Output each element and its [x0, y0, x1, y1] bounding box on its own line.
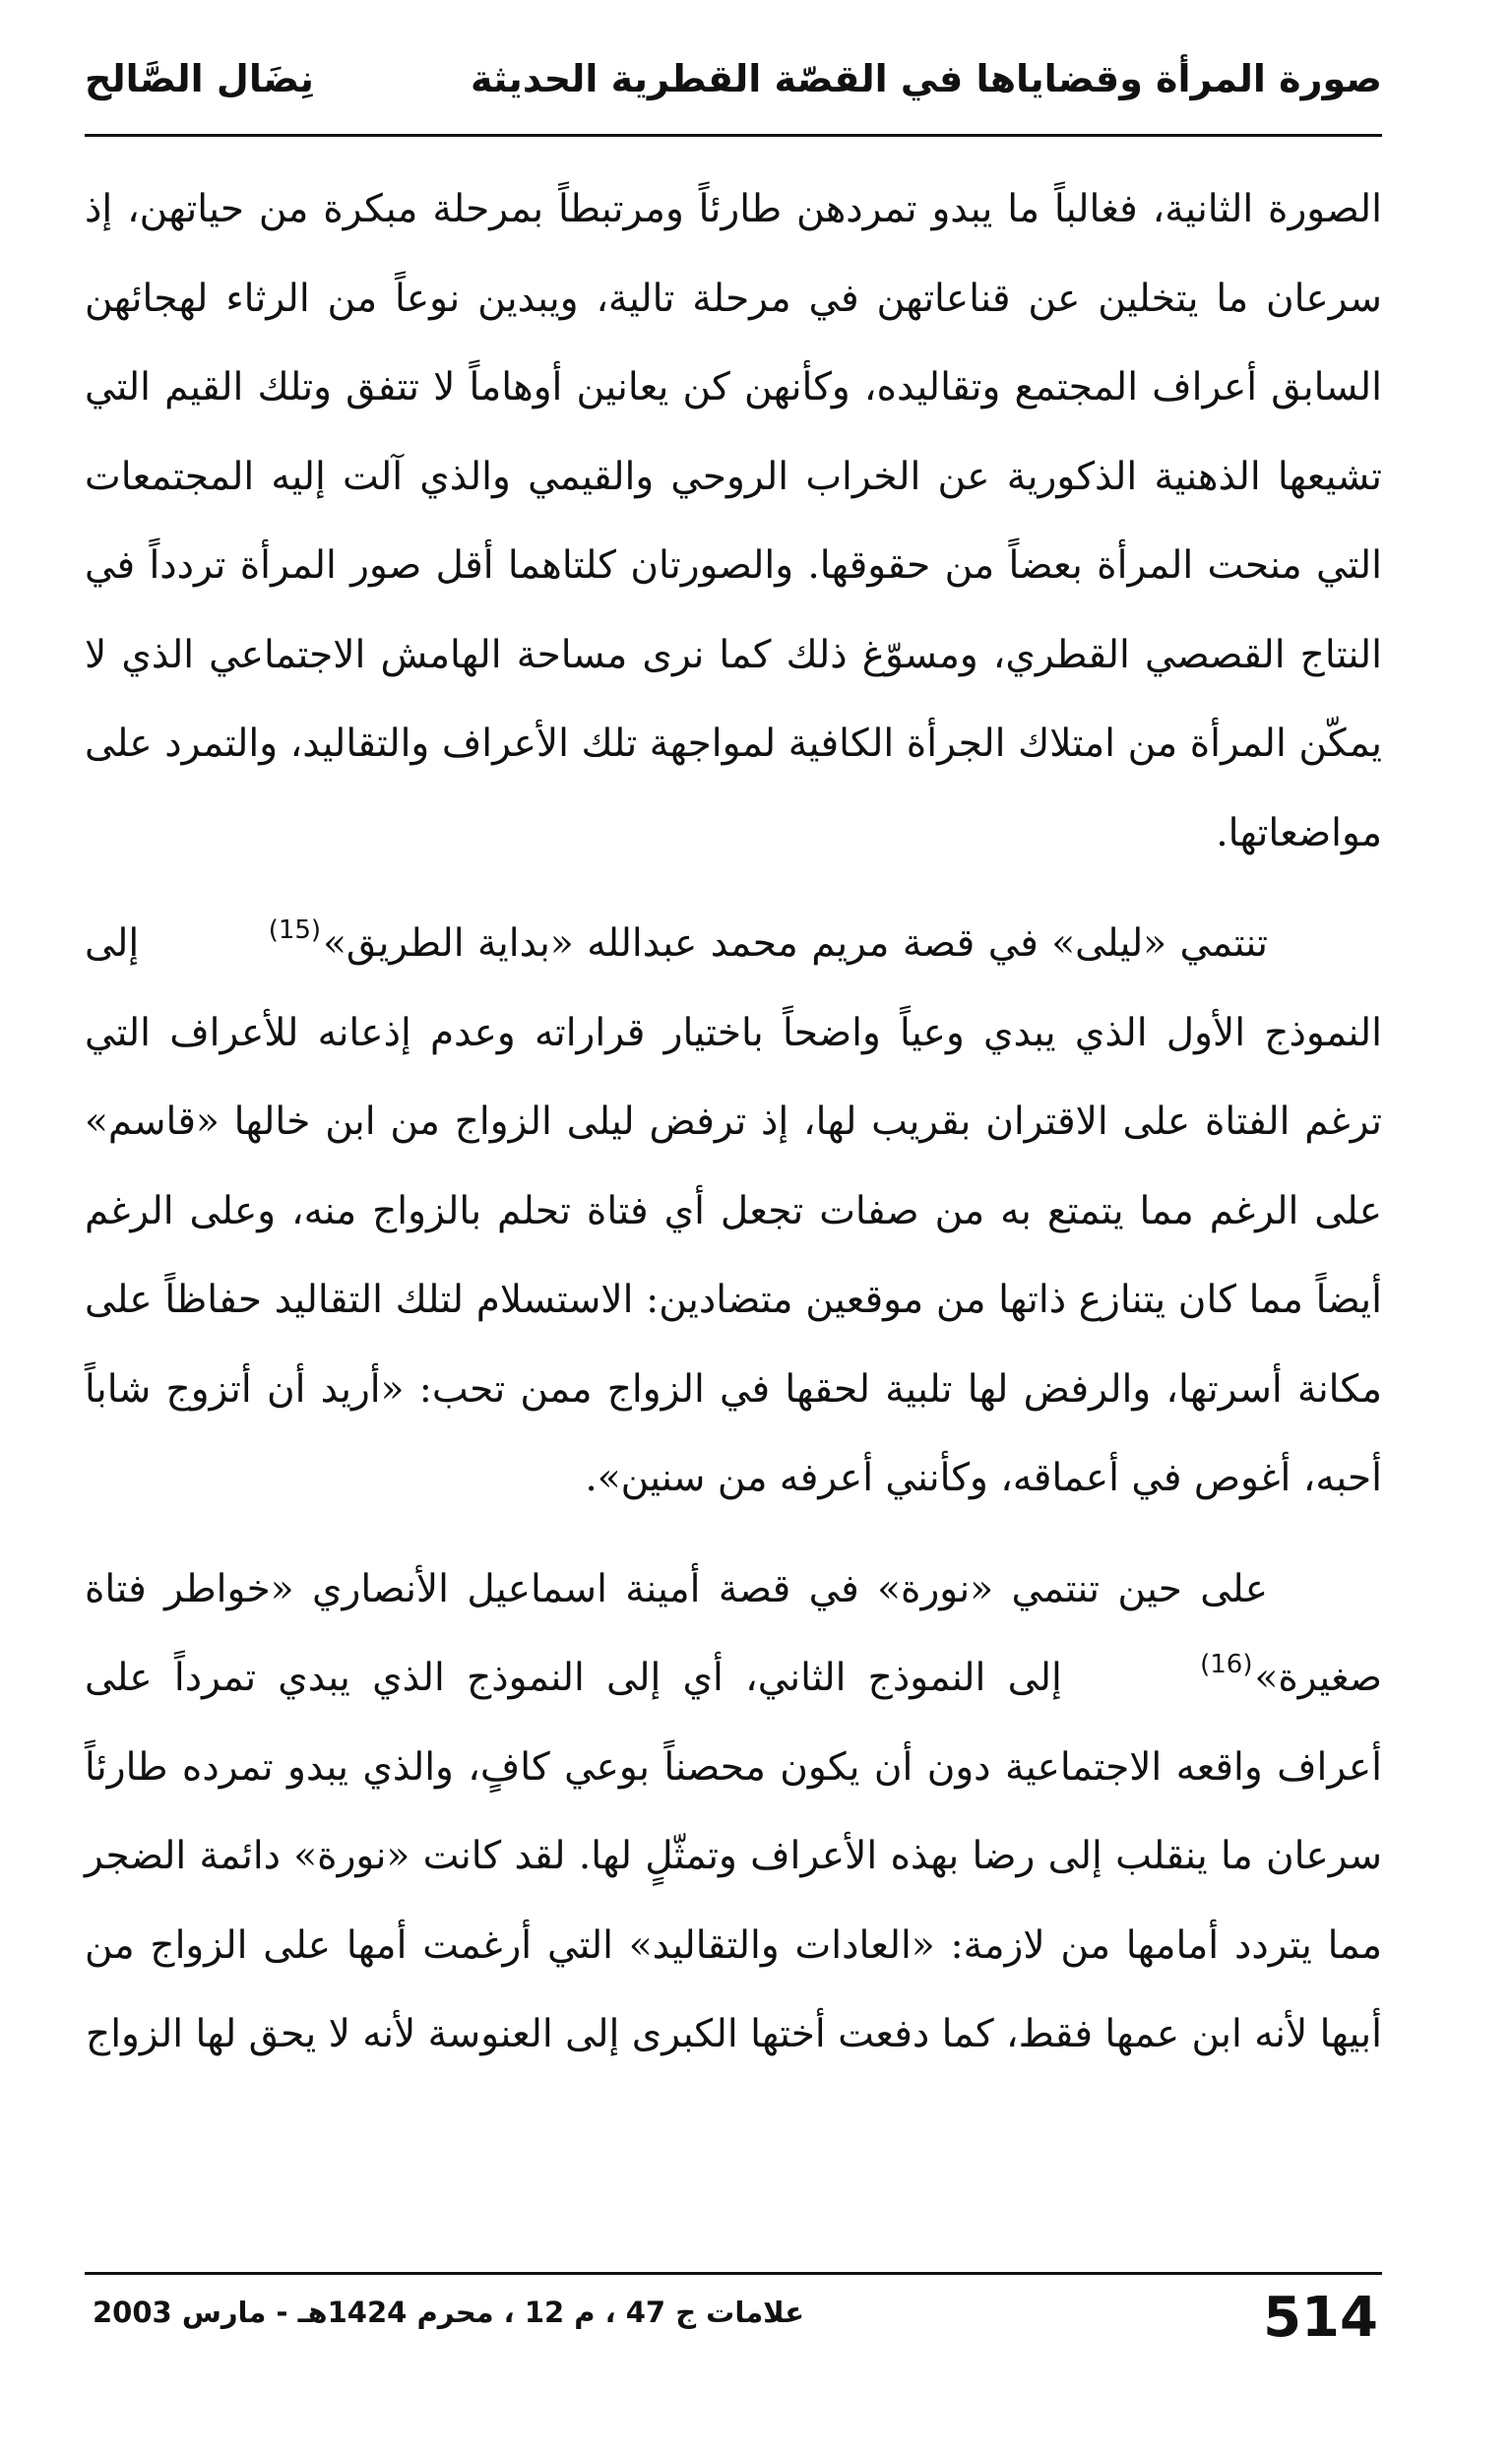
page-number: 514 [1263, 2286, 1378, 2350]
body-text [85, 165, 1382, 2080]
footer-rule [85, 2272, 1382, 2275]
paragraph-1-text: الصورة الثانية، فغالباً ما يبدو تمردهن طارئاً ومرتبطاً بمرحلة مبكرة من حياتهن، إذ سرعان ما يتخلين عن قناعاتهن في مرحلة تالية، ويبدين نوعاً من الرثاء لهجائهن السابق أعراف المجتمع وتقاليده، وكأنهن كن يعانين أوهاماً لا تتفق وتلك القيم التي تشيعها الذهنية الذكورية عن الخراب الروحي والقيمي والذي آلت إليه المجتمعات التي منحت المرأة بعضاً من حقوقها. والصورتان كلتاهما أقل صور المرأة تردداً في النتاج القصصي القطري، ومسوّغ ذلك كما نرى مساحة الهامش الاجتماعي الذي لا يمكّن المرأة من امتلاك الجرأة الكافية لمواجهة تلك الأعراف والتقاليد، والتمرد على مواضعاتها. [85, 187, 1382, 855]
paragraph-3 [85, 1545, 1382, 2080]
paragraph-2-text-rest: إلى النموذج الأول الذي يبدي وعياً واضحاً باختيار قراراته وعدم إذعانه للأعراف التي ترغم الفتاة على الاقتران بقريب لها، إذ ترفض ليلى الزواج من ابن خالها «قاسم» على الرغم مما يتمتع به من صفات تجعل أي فتاة تحلم بالزواج منه، وعلى الرغم أيضاً مما كان يتنازع ذاتها من موقعين متضادين: الاستسلام لتلك التقاليد حفاظاً على مكانة أسرتها، والرفض لها تلبية لحقها في الزواج ممن تحب: «أريد أن أتزوج شاباً أحبه، أغوص في أعماقه، وكأنني أعرفه من سنين». [85, 921, 1382, 1500]
paragraph-3-text-start: على حين تنتمي «نورة» في قصة أمينة اسماعيل الأنصاري «خواطر فتاة صغيرة» [85, 1566, 1382, 1700]
header-title: صورة المرأة وقضاياها في القصّة القطرية الحديثة [471, 57, 1382, 100]
paragraph-1 [85, 165, 1382, 878]
running-header [85, 39, 1382, 137]
header-author: نِضَال الصَّالح [85, 57, 314, 100]
journal-info: علامات ج 47 ، م 12 ، محرم 1424هـ - مارس 2003 [93, 2296, 805, 2329]
paragraph-3-text-rest: إلى النموذج الثاني، أي إلى النموذج الذي يبدي تمرداً على أعراف واقعه الاجتماعية دون أن يكون محصناً بوعي كافٍ، والذي يبدو تمرده طارئاً سرعان ما ينقلب إلى رضا بهذه الأعراف وتمثّلٍ لها. لقد كانت «نورة» دائمة الضجر مما يتردد أمامها من لازمة: «العادات والتقاليد» التي أرغمت أمها على الزواج من أبيها لأنه ابن عمها فقط، كما دفعت أختها الكبرى إلى العنوسة لأنه لا يحق لها الزواج [85, 1656, 1383, 2056]
paragraph-2 [85, 900, 1382, 1524]
footnote-ref-15: (15) [268, 915, 322, 945]
paragraph-2-text-start: تنتمي «ليلى» في قصة مريم محمد عبدالله «بداية الطريق» [323, 921, 1268, 966]
footnote-ref-16: (16) [1200, 1650, 1253, 1679]
